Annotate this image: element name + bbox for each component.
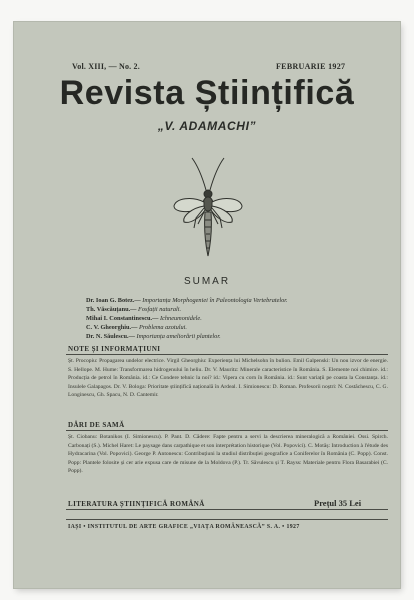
contents-heading: SUMAR bbox=[183, 276, 231, 287]
section-divider bbox=[66, 430, 388, 431]
publisher-footer: IAȘI • INSTITUTUL DE ARTE GRAFICE „VIAȚA ROMÂNEASCĂ” S. A. • 1927 bbox=[68, 524, 300, 530]
toc-title: Importanța Morphogeniei în Paleontologia Vertebratelor. bbox=[142, 297, 288, 304]
toc-author: Mihai I. Constantinescu.— bbox=[86, 315, 159, 322]
toc-entry bbox=[86, 332, 376, 341]
literature-heading: LITERATURA ȘTIINȚIFICĂ ROMÂNĂ bbox=[68, 500, 205, 508]
notes-heading: NOTE ȘI INFORMAȚIUNI bbox=[68, 345, 161, 353]
section-divider bbox=[66, 354, 388, 355]
toc-title: Ichneumonidele. bbox=[160, 315, 202, 322]
table-of-contents bbox=[86, 296, 376, 341]
reviews-heading: DĂRI DE SAMĂ bbox=[68, 421, 125, 429]
toc-title: Importanța ameliorării plantelor. bbox=[136, 333, 221, 340]
toc-author: C. V. Gheorghiu.— bbox=[86, 324, 138, 331]
insect-emblem-icon bbox=[168, 152, 248, 264]
issue-date: FEBRUARIE 1927 bbox=[276, 62, 346, 71]
footer-divider bbox=[66, 519, 388, 520]
toc-entry bbox=[86, 296, 376, 305]
volume-number: Vol. XIII, — No. 2. bbox=[72, 62, 140, 71]
toc-author: Dr. N. Săulescu.— bbox=[86, 333, 135, 340]
notes-text: Șt. Procopiu: Propagarea undelor electrice. Virgil Gheorghiu: Experiența lui Michelsohn în bulion. Emil Galpenski: Un nou izvor de energie. S. Hellope. M. Hume: Transformarea hidrogenului în heliu. Dr. V. Mauritz: Minerale caracteristice în România. S. Elemente noi chimice. id.: Producția de petrol în România. id.: Ce Condere tehnic la noi? id.: Vipera cu corn în România. id.: Sunt variații pe coasta la Constanța. id.: Insulele Galapagos. Dr. V. Bologa: Prioritate științifică națională în Ardeal. I. Simionescu: D. Roman. Profesorii noștri: N. Costăchescu, C. G. Longinescu, Gh. Spacu, N. D. Cantemir. bbox=[68, 358, 388, 399]
toc-title: Problema azotului. bbox=[138, 324, 188, 331]
magazine-title: Revista Științifică bbox=[59, 74, 355, 112]
toc-author: Dr. Ioan G. Botez.— bbox=[86, 297, 141, 304]
magazine-subtitle: „V. ADAMACHI” bbox=[157, 119, 257, 133]
reviews-text: Șt. Ciobanu: Botanikos (I. Simionescu). P. Pant. D. Cădere: Fapte pentru a servi la descrierea mineralogică a României. Ossi. Spirch. Carbonați (S.). Michel Haret: Le paysage dans carpathique et son interprétation historique (Vol. Popovici). C. Motăș: Introduction à l'étude des Hydracarina (Vol. Popovici). George P. Antonescu: Contribuțiuni la studiul distribuției geografice a Coniferelor în România (C. Popp). Const. Popp: Plantele folosite și cer arie expusa care de misune de la Moldova (P.). Tr. Săvulescu și T. Rayss: Materiale pentru Flora Basarabiei (C. Popp). bbox=[68, 434, 388, 475]
toc-entry bbox=[86, 305, 376, 314]
toc-entry bbox=[86, 323, 376, 332]
toc-title: Fosfații naturali. bbox=[138, 306, 182, 313]
toc-author: Th. Văscăuțanu.— bbox=[86, 306, 137, 313]
price-label: Prețul 35 Lei bbox=[314, 498, 362, 508]
section-divider bbox=[66, 509, 388, 510]
toc-entry bbox=[86, 314, 376, 323]
